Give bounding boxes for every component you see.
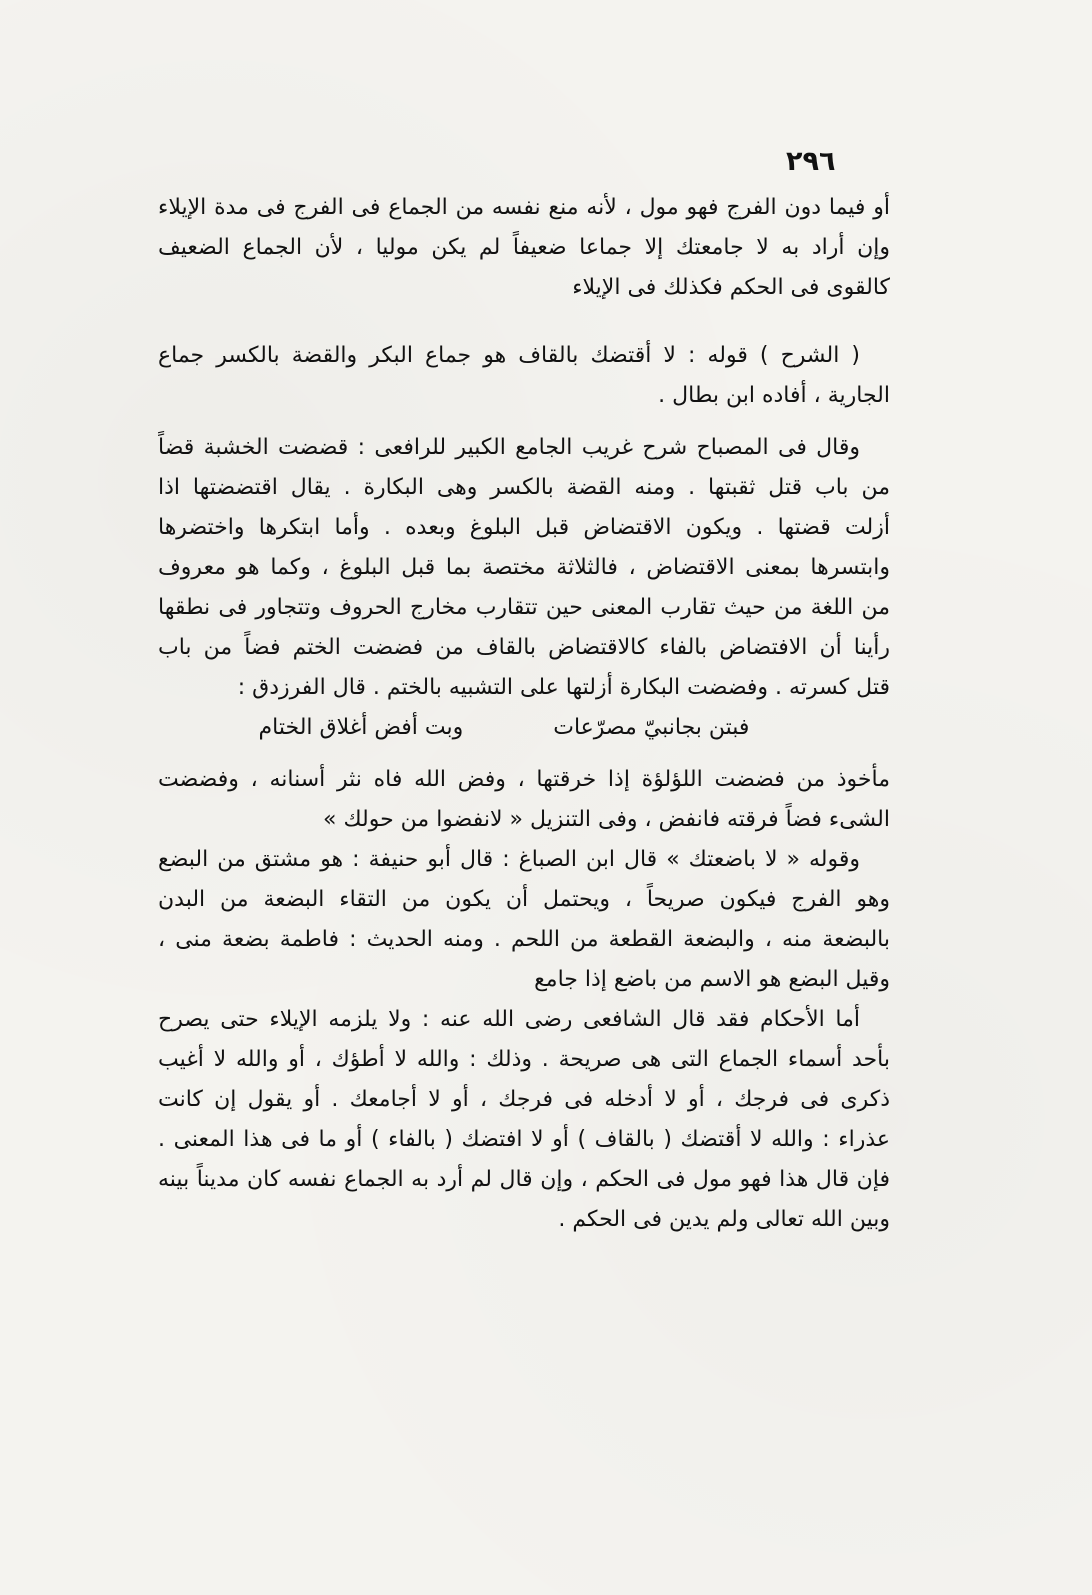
paragraph (158, 336, 890, 416)
text-line: الجارية ، أفاده ابن بطال . (658, 383, 890, 408)
verse-hemistich-first: فبتن بجانبيّ مصرّعات (553, 715, 750, 740)
text-line: وهو الفرج فيكون صريحاً ، ويحتمل أن يكون من التقاء البضعة من البدن (158, 887, 890, 912)
paragraph (158, 1000, 890, 1240)
text-line: كالقوى فى الحكم فكذلك فى الإيلاء (572, 275, 890, 300)
body-text (158, 188, 890, 1240)
poetry-verse (158, 708, 890, 748)
text-line: بأحد أسماء الجماع التى هى صريحة . وذلك : والله لا أطؤك ، أو والله لا أغيب (158, 1047, 890, 1072)
verse-hemistich-second: وبت أفض أغلاق الختام (258, 715, 464, 740)
text-line: قتل كسرته . وفضضت البكارة أزلتها على التشبيه بالختم . قال الفرزدق : (237, 675, 890, 700)
paragraph (158, 428, 890, 708)
paragraph (158, 188, 890, 308)
text-line: وبين الله تعالى ولم يدين فى الحكم . (558, 1207, 890, 1232)
text-line: الشىء فضاً فرقته فانفض ، وفى التنزيل « لانفضوا من حولك » (323, 807, 890, 832)
text-line: مأخوذ من فضضت اللؤلؤة إذا خرقتها ، وفض الله فاه نثر أسنانه ، وفضضت (158, 767, 890, 792)
text-line: عذراء : والله لا أقتضك ( بالقاف ) أو لا افتضك ( بالفاء ) أو ما فى هذا المعنى . (158, 1127, 890, 1152)
text-line: وابتسرها بمعنى الاقتضاض ، فالثلاثة مختصة بما قبل البلوغ ، وكما هو معروف (158, 555, 890, 580)
text-line: وقوله « لا باضعتك » قال ابن الصباغ : قال أبو حنيفة : هو مشتق من البضع (158, 847, 860, 872)
paragraph (158, 840, 890, 1000)
text-line: أما الأحكام فقد قال الشافعى رضى الله عنه : ولا يلزمه الإيلاء حتى يصرح (158, 1007, 860, 1032)
paragraph (158, 760, 890, 840)
text-line: وإن أراد به لا جامعتك إلا جماعا ضعيفاً لم يكن موليا ، لأن الجماع الضعيف (158, 235, 890, 260)
text-line: ( الشرح ) قوله : لا أقتضك بالقاف هو جماع البكر والقضة بالكسر جماع (158, 343, 860, 368)
text-line: وقال فى المصباح شرح غريب الجامع الكبير للرافعى : قضضت الخشبة قضاً (158, 435, 860, 460)
text-line: بالبضعة منه ، والبضعة القطعة من اللحم . ومنه الحديث : فاطمة بضعة منى ، (158, 927, 890, 952)
text-line: أو فيما دون الفرج فهو مول ، لأنه منع نفسه من الجماع فى الفرج فى مدة الإيلاء (158, 195, 890, 220)
text-line: ذكرى فى فرجك ، أو لا أدخله فى فرجك ، أو لا أجامعك . أو يقول إن كانت (158, 1087, 890, 1112)
text-line: أزلت قضتها . ويكون الاقتضاض قبل البلوغ وبعده . وأما ابتكرها واختضرها (158, 515, 890, 540)
text-line: فإن قال هذا فهو مول فى الحكم ، وإن قال لم أرد به الجماع نفسه كان مديناً بينه (158, 1167, 890, 1192)
text-line: من باب قتل ثقبتها . ومنه القضة بالكسر وهى البكارة . يقال اقتضضتها اذا (158, 475, 890, 500)
text-line: رأينا أن الافتضاض بالفاء كالاقتضاض بالقاف من فضضت الختم فضاً من باب (158, 635, 890, 660)
text-line: من اللغة من حيث تقارب المعنى حين تتقارب مخارج الحروف وتتجاور فى نطقها (158, 595, 890, 620)
page-number: ٢٩٦ (786, 146, 836, 177)
text-line: وقيل البضع هو الاسم من باضع إذا جامع (534, 967, 890, 992)
